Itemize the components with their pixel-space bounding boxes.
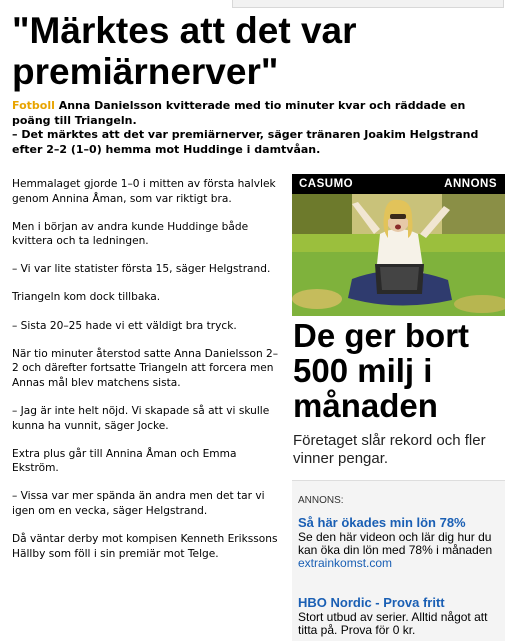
article-paragraph: Då väntar derby mot kompisen Kenneth Erikssons Hällby som föll i sin premiär mot Telge. [12,533,278,560]
ad-item-url[interactable]: extrainkomst.com [298,556,393,570]
article-ingress [12,99,507,157]
ad-subtitle[interactable]: Företaget slår rekord och fler vinner pengar. [293,432,486,467]
ad-brand: CASUMO [299,178,354,190]
ad-item-title[interactable]: Så här ökades min lön 78% [298,515,466,530]
article-paragraph: – Vissa var mer spända än andra men det tar vi igen om en vecka, säger Helgstrand. [12,490,265,517]
top-search-box[interactable] [232,0,504,8]
ad-header [292,174,505,194]
ingress-lead: Anna Danielsson kvitterade med tio minuter kvar och räddade en poäng till Triangeln. [12,99,466,127]
ad-list [292,480,505,641]
article-paragraph: – Jag är inte helt nöjd. Vi skapade så att vi skulle kunna ha vunnit, säger Jocke. [12,404,270,432]
article-paragraph: Extra plus går till Annina Åman och Emma Ekström. [12,447,237,475]
article-paragraph: – Sista 20–25 hade vi ett väldigt bra tryck. [12,319,237,332]
ad-item[interactable] [298,595,503,637]
ad-item[interactable] [298,515,503,570]
article-paragraph: – Vi var lite statister första 15, säger Helgstrand. [12,263,271,276]
ingress-quote: – Det märktes att det var premiärnerver, säger tränaren Joakim Helgstrand efter 2–2 (1–0) hemma mot Huddinge i damtvåan. [12,128,479,156]
section-label[interactable]: Fotboll [12,99,55,112]
ad-list-label: ANNONS: [298,495,344,506]
article-paragraph: När tio minuter återstod satte Anna Danielsson 2–2 och därefter fortsatte Triangeln att forcera men Annas mål blev matchens sista. [12,347,279,389]
article-body [12,177,280,575]
article-headline: "Märktes att det var premiärnerver" [12,10,357,92]
ad-photo-illustration [292,194,505,316]
ad-tag: ANNONS [444,178,497,190]
ad-image[interactable] [292,194,505,316]
ad-item-title[interactable]: HBO Nordic - Prova fritt [298,595,445,610]
ad-item-description[interactable]: Se den här videon och lär dig hur du kan öka din lön med 78% i månaden [298,530,493,557]
article-paragraph: Hemmalaget gjorde 1–0 i mitten av första halvlek genom Annina Åman, som var riktigt bra. [12,178,276,205]
article-paragraph: Men i början av andra kunde Huddinge både kvittera och ta ledningen. [12,220,249,248]
ad-item-description[interactable]: Stort utbud av serier. Alltid något att titta på. Prova för 0 kr. [298,610,488,637]
ad-panel[interactable] [292,174,505,640]
ad-title[interactable]: De ger bort 500 milj i månaden [293,317,470,424]
article-paragraph: Triangeln kom dock tillbaka. [12,291,161,304]
